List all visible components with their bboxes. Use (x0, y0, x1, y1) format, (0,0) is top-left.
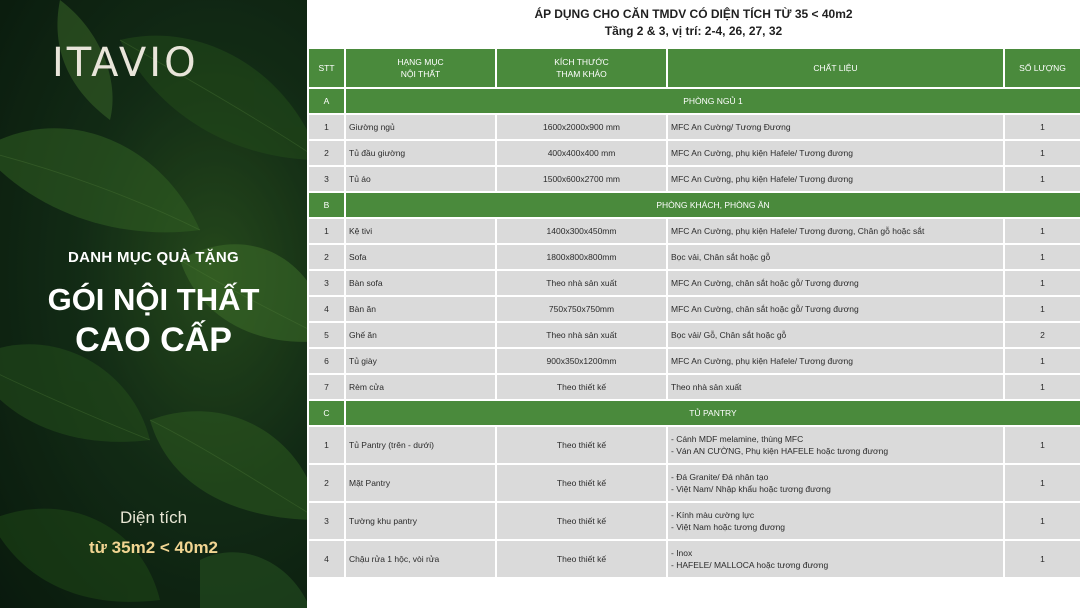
table-subheading: Tầng 2 & 3, vị trí: 2-4, 26, 27, 32 (604, 24, 783, 38)
cell-material (667, 374, 1004, 400)
material-line: - Inox (671, 548, 693, 558)
table-row (308, 322, 1080, 348)
material-line: - Kính màu cường lực (671, 510, 755, 520)
cell-material (667, 348, 1004, 374)
material-line: - HAFELE/ MALLOCA hoặc tương đương (671, 560, 829, 570)
area-label: Diện tích (119, 508, 188, 527)
furniture-table-panel (307, 0, 1080, 608)
table-row (308, 540, 1080, 578)
cell-stt: 5 (308, 322, 345, 348)
section-letter: C (308, 400, 345, 426)
cell-qty: 2 (1004, 322, 1080, 348)
cell-qty: 1 (1004, 540, 1080, 578)
cell-stt: 1 (308, 426, 345, 464)
cell-item: Tường khu pantry (345, 502, 496, 540)
cell-size: Theo thiết kế (496, 464, 667, 502)
cell-stt: 3 (308, 502, 345, 540)
material-line: MFC An Cường, chân sắt hoặc gỗ/ Tương đương (671, 304, 859, 314)
cell-item: Giường ngủ (345, 114, 496, 140)
cell-qty: 1 (1004, 114, 1080, 140)
material-line: MFC An Cường, phụ kiện Hafele/ Tương đương (671, 148, 853, 158)
cell-qty: 1 (1004, 296, 1080, 322)
cell-qty: 1 (1004, 244, 1080, 270)
col-header-item-line2: NỘI THẤT (400, 69, 441, 79)
cell-material (667, 114, 1004, 140)
cell-item: Bàn sofa (345, 270, 496, 296)
section-letter: B (308, 192, 345, 218)
material-line: Bọc vải, Chân sắt hoặc gỗ (671, 252, 771, 262)
col-header-item-line1: HẠNG MỤC (397, 57, 444, 67)
gift-category-label: DANH MỤC QUÀ TẶNG (68, 249, 239, 266)
cell-size: 1800x800x800mm (496, 244, 667, 270)
col-header-size (496, 48, 667, 88)
cell-item: Chậu rửa 1 hộc, vòi rửa (345, 540, 496, 578)
section-title: PHÒNG NGỦ 1 (345, 88, 1080, 114)
cell-qty: 1 (1004, 348, 1080, 374)
cell-stt: 4 (308, 296, 345, 322)
cell-material (667, 426, 1004, 464)
table-row (308, 374, 1080, 400)
cell-item: Ghế ăn (345, 322, 496, 348)
material-line: MFC An Cường, phụ kiện Hafele/ Tương đương, Chân gỗ hoặc sắt (671, 226, 925, 236)
cell-size: 400x400x400 mm (496, 140, 667, 166)
section-row (308, 192, 1080, 218)
cell-material (667, 270, 1004, 296)
cell-size: Theo thiết kế (496, 540, 667, 578)
col-header-qty: SỐ LƯỢNG (1004, 48, 1080, 88)
table-row (308, 140, 1080, 166)
cell-qty: 1 (1004, 464, 1080, 502)
material-line: MFC An Cường, phụ kiện Hafele/ Tương đương (671, 356, 853, 366)
cell-stt: 3 (308, 166, 345, 192)
cell-material (667, 140, 1004, 166)
cell-item: Rèm cửa (345, 374, 496, 400)
cell-material (667, 296, 1004, 322)
col-header-size-line1: KÍCH THƯỚC (554, 57, 609, 67)
table-row (308, 218, 1080, 244)
section-row (308, 88, 1080, 114)
cell-qty: 1 (1004, 270, 1080, 296)
cell-size: Theo nhà sản xuất (496, 322, 667, 348)
cell-size: 750x750x750mm (496, 296, 667, 322)
cell-stt: 4 (308, 540, 345, 578)
section-title: PHÒNG KHÁCH, PHÒNG ĂN (345, 192, 1080, 218)
section-letter: A (308, 88, 345, 114)
material-line: Theo nhà sản xuất (671, 382, 742, 392)
cell-size: 1400x300x450mm (496, 218, 667, 244)
cell-qty: 1 (1004, 218, 1080, 244)
cell-item: Sofa (345, 244, 496, 270)
table-row (308, 426, 1080, 464)
cell-item: Mặt Pantry (345, 464, 496, 502)
cell-size: Theo thiết kế (496, 374, 667, 400)
table-heading: ÁP DỤNG CHO CĂN TMDV CÓ DIỆN TÍCH TỪ 35 < 40m2 (534, 7, 853, 21)
table-header-row (308, 48, 1080, 88)
cell-material (667, 218, 1004, 244)
cell-item: Tủ giày (345, 348, 496, 374)
cell-size: 1600x2000x900 mm (496, 114, 667, 140)
cell-item: Kệ tivi (345, 218, 496, 244)
material-line: - Đá Granite/ Đá nhân tạo (671, 472, 769, 482)
furniture-table (307, 47, 1080, 579)
col-header-size-line2: THAM KHẢO (556, 69, 607, 79)
material-line: MFC An Cường, phụ kiện Hafele/ Tương đương (671, 174, 853, 184)
table-row (308, 270, 1080, 296)
gift-title-line2: CAO CẤP (75, 321, 232, 359)
cell-item: Bàn ăn (345, 296, 496, 322)
material-line: - Việt Nam/ Nhập khẩu hoặc tương đương (671, 484, 831, 494)
table-row (308, 348, 1080, 374)
section-title: TỦ PANTRY (345, 400, 1080, 426)
cell-stt: 1 (308, 114, 345, 140)
table-row (308, 502, 1080, 540)
cell-size: 900x350x1200mm (496, 348, 667, 374)
cell-stt: 6 (308, 348, 345, 374)
table-row (308, 464, 1080, 502)
cell-material (667, 502, 1004, 540)
area-value: từ 35m2 < 40m2 (88, 538, 219, 557)
cell-stt: 7 (308, 374, 345, 400)
cell-qty: 1 (1004, 374, 1080, 400)
col-header-material: CHẤT LIỆU (667, 48, 1004, 88)
cell-qty: 1 (1004, 502, 1080, 540)
cell-stt: 2 (308, 244, 345, 270)
cell-qty: 1 (1004, 140, 1080, 166)
section-row (308, 400, 1080, 426)
gift-title-line1: GÓI NỘI THẤT (47, 282, 260, 317)
cell-stt: 1 (308, 218, 345, 244)
material-line: MFC An Cường, chân sắt hoặc gỗ/ Tương đương (671, 278, 859, 288)
cell-item: Tủ áo (345, 166, 496, 192)
table-row (308, 296, 1080, 322)
table-row (308, 114, 1080, 140)
col-header-stt: STT (308, 48, 345, 88)
material-line: MFC An Cường/ Tương Đương (671, 122, 791, 132)
cell-size: Theo thiết kế (496, 502, 667, 540)
cell-item: Tủ đầu giường (345, 140, 496, 166)
cell-stt: 2 (308, 464, 345, 502)
cell-stt: 3 (308, 270, 345, 296)
brand-logo: ITAVIO (52, 40, 199, 86)
cell-item: Tủ Pantry (trên - dưới) (345, 426, 496, 464)
cell-size: Theo thiết kế (496, 426, 667, 464)
table-row (308, 166, 1080, 192)
cell-qty: 1 (1004, 426, 1080, 464)
material-line: - Việt Nam hoặc tương đương (671, 522, 786, 532)
material-line: Bọc vải/ Gỗ, Chân sắt hoặc gỗ (671, 330, 787, 340)
cell-material (667, 244, 1004, 270)
material-line: - Ván AN CƯỜNG, Phụ kiện HAFELE hoặc tương đương (671, 446, 889, 456)
cell-material (667, 166, 1004, 192)
cell-stt: 2 (308, 140, 345, 166)
cell-material (667, 322, 1004, 348)
cell-size: 1500x600x2700 mm (496, 166, 667, 192)
promo-panel (0, 0, 307, 608)
col-header-item (345, 48, 496, 88)
cell-size: Theo nhà sản xuất (496, 270, 667, 296)
table-body (308, 88, 1080, 578)
cell-material (667, 464, 1004, 502)
cell-material (667, 540, 1004, 578)
cell-qty: 1 (1004, 166, 1080, 192)
material-line: - Cánh MDF melamine, thùng MFC (671, 434, 804, 444)
table-row (308, 244, 1080, 270)
